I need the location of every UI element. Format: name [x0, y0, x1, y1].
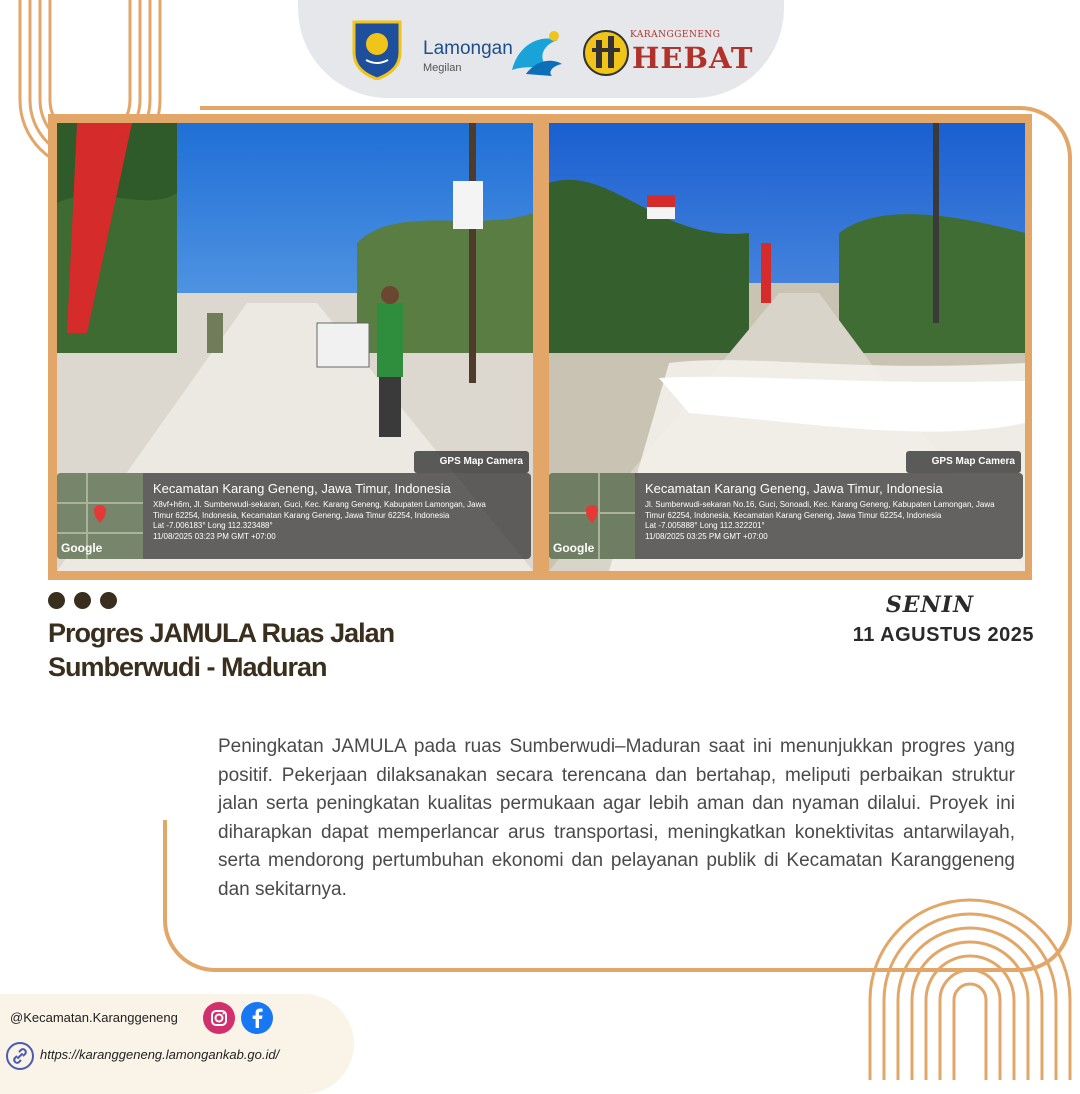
post-day: SENIN	[885, 592, 975, 618]
post-body: Peningkatan JAMULA pada ruas Sumberwudi–Maduran saat ini menunjukkan progres yang positif. Pekerjaan dilaksanakan secara terencana dan bertahap, meliputi perbaikan struktur jalan serta peningkatan kualitas permukaan agar lebih aman dan nyaman dilalui. Proyek ini diharapkan dapat memperlancar arus transportasi, meningkatkan konektivitas antarwilayah, serta mendorong pertumbuhan ekonomi dan pelayanan publik di Kecamatan Karanggeneng dan sekitarnya.	[218, 736, 1015, 900]
lamongan-crest-logo	[350, 18, 404, 80]
facebook-icon[interactable]	[241, 1002, 273, 1034]
road-photo-2	[549, 123, 1025, 571]
hebat-logo-text: HEBAT	[632, 41, 754, 75]
dot-icon	[100, 592, 117, 609]
gps-timestamp: 11/08/2025 03:23 PM GMT +07:00	[153, 531, 276, 541]
gps-details	[153, 500, 503, 542]
gps-address: X8vf+h6m, Jl. Sumberwudi-sekaran, Guci, Kec. Karang Geneng, Kabupaten Lamongan, Jawa Timur 62254, Indonesia, Kecamatan Karang Geneng, Jawa Timur 62254, Indonesia	[153, 500, 486, 520]
gps-location: Kecamatan Karang Geneng, Jawa Timur, Indonesia	[153, 481, 451, 496]
megilan-logo-text: Megilan	[423, 62, 462, 74]
gps-address: Jl. Sumberwudi-sekaran No.16, Guci, Sonoadi, Kec. Karang Geneng, Kabupaten Lamongan, Jawa Timur 62254, Indonesia, Kecamatan Karang Geneng, Jawa Timur 62254, Indonesia	[645, 500, 995, 520]
lamongan-logo-text: Lamongan	[423, 38, 513, 59]
instagram-icon[interactable]	[203, 1002, 235, 1034]
gps-map-thumbnail	[57, 473, 143, 559]
gps-coords: Lat -7.006183° Long 112.323488°	[153, 521, 273, 530]
footer-panel	[0, 994, 354, 1094]
website-link[interactable]: https://karanggeneng.lamongankab.go.id/	[40, 1047, 280, 1062]
social-handle: @Kecamatan.Karanggeneng	[10, 1010, 178, 1025]
gps-map-thumbnail	[549, 473, 635, 559]
link-icon[interactable]	[6, 1042, 34, 1070]
dot-icon	[48, 592, 65, 609]
wave-logo	[508, 26, 564, 78]
post-date: 11 AGUSTUS 2025	[852, 624, 1034, 646]
google-label: Google	[61, 541, 103, 555]
gps-timestamp: 11/08/2025 03:25 PM GMT +07:00	[645, 531, 768, 541]
road-photo-1	[57, 123, 533, 571]
gps-camera-badge: GPS Map Camera	[414, 451, 529, 473]
gps-location: Kecamatan Karang Geneng, Jawa Timur, Indonesia	[645, 481, 943, 496]
post-title: Progres JAMULA Ruas Jalan Sumberwudi - Maduran	[48, 618, 395, 682]
dot-icon	[74, 592, 91, 609]
gps-info-panel	[549, 473, 1023, 559]
google-label: Google	[553, 541, 595, 555]
gps-info-panel	[57, 473, 531, 559]
gps-details	[645, 500, 995, 542]
gps-camera-badge: GPS Map Camera	[906, 451, 1021, 473]
hebat-logo-subtext: KARANGGENENG	[630, 30, 721, 40]
gps-coords: Lat -7.005888° Long 112.322201°	[645, 521, 765, 530]
